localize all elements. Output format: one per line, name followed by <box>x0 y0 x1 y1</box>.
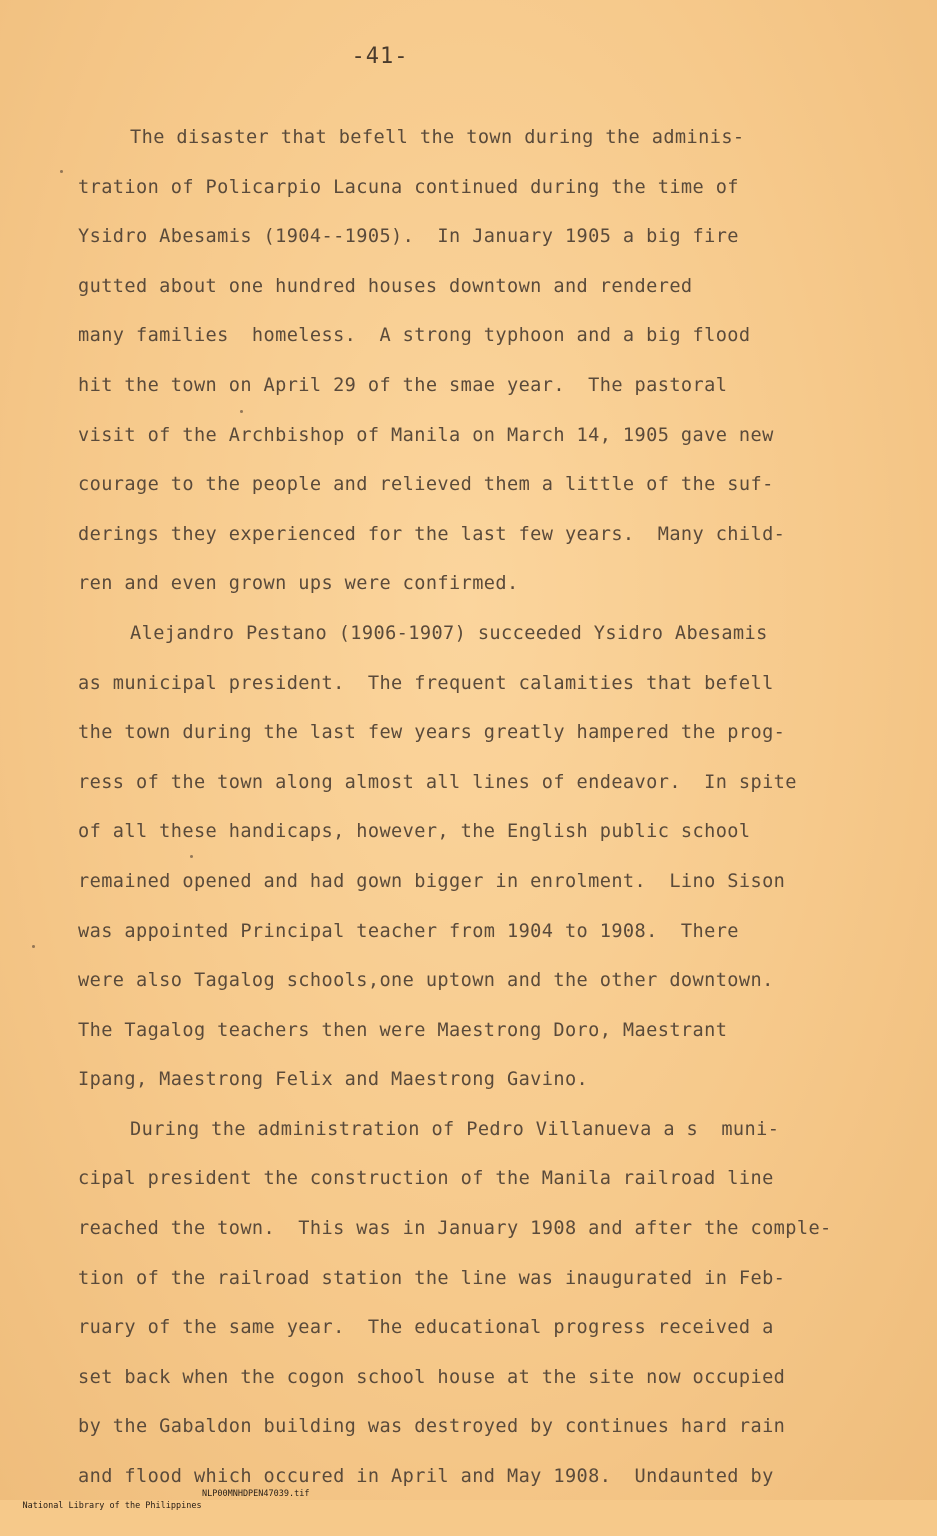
paper-speck <box>60 170 63 173</box>
paragraph-2-line-8: were also Tagalog schools,one uptown and the other downtown. <box>78 970 774 992</box>
paragraph-2-line-6: remained opened and had gown bigger in enrolment. Lino Sison <box>78 870 786 892</box>
paragraph-3-line-1: During the administration of Pedro Villanueva a s muni- <box>130 1118 780 1140</box>
paragraph-1-line-7: visit of the Archbishop of Manila on March 14, 1905 gave new <box>78 424 774 446</box>
paragraph-3-line-3: reached the town. This was in January 1908 and after the comple- <box>78 1218 832 1240</box>
paragraph-3-line-2: cipal president the construction of the Manila railroad line <box>78 1168 774 1190</box>
paragraph-3-line-4: tion of the railroad station the line was inaugurated in Feb- <box>78 1267 786 1289</box>
paper-speck <box>32 945 35 948</box>
paragraph-3-line-7: by the Gabaldon building was destroyed by continues hard rain <box>78 1416 786 1438</box>
paragraph-1-line-6: hit the town on April 29 of the smae year. The pastoral <box>78 374 728 396</box>
paragraph-2-line-4: ress of the town along almost all lines of endeavor. In spite <box>78 771 797 793</box>
paragraph-1-line-3: Ysidro Abesamis (1904--1905). In January 1905 a big fire <box>78 226 739 248</box>
footer-library-name: National Library of the Philippines <box>22 1501 202 1511</box>
page-number: -41- <box>351 44 409 69</box>
paragraph-1-line-1: The disaster that befell the town during the adminis- <box>130 127 745 148</box>
paragraph-1-line-10: ren and even grown ups were confirmed. <box>78 573 519 595</box>
paragraph-1-line-9: derings they experienced for the last few years. Many child- <box>78 523 786 545</box>
paragraph-2-line-10: Ipang, Maestrong Felix and Maestrong Gavino. <box>78 1069 589 1091</box>
paragraph-1-line-2: tration of Policarpio Lacuna continued during the time of <box>78 176 739 198</box>
paragraph-3-line-8: and flood which occured in April and May 1908. Undaunted by <box>78 1466 774 1488</box>
document-body <box>78 113 888 1502</box>
paragraph-2-line-1: Alejandro Pestano (1906-1907) succeeded Ysidro Abesamis <box>130 622 768 644</box>
paper-speck <box>240 410 243 413</box>
paragraph-1-line-5: many families homeless. A strong typhoon and a big flood <box>78 325 751 347</box>
paragraph-3-line-5: ruary of the same year. The educational progress received a <box>78 1317 774 1339</box>
paragraph-1-line-4: gutted about one hundred houses downtown and rendered <box>78 275 693 297</box>
scan-footer <box>2 1488 937 1511</box>
paragraph-3-line-6: set back when the cogon school house at the site now occupied <box>78 1366 786 1388</box>
paragraph-2-line-9: The Tagalog teachers then were Maestrong Doro, Maestrant <box>78 1019 728 1041</box>
paragraph-2-line-5: of all these handicaps, however, the English public school <box>78 821 751 843</box>
footer-file-name: NLP00MNHDPEN47039.tif <box>202 1489 310 1499</box>
paragraph-2-line-7: was appointed Principal teacher from 1904 to 1908. There <box>78 920 739 942</box>
paragraph-1-line-8: courage to the people and relieved them a little of the suf- <box>78 474 774 496</box>
paragraph-2-line-2: as municipal president. The frequent calamities that befell <box>78 672 774 694</box>
paragraph-2-line-3: the town during the last few years greatly hampered the prog- <box>78 722 786 744</box>
paper-speck <box>190 855 193 858</box>
